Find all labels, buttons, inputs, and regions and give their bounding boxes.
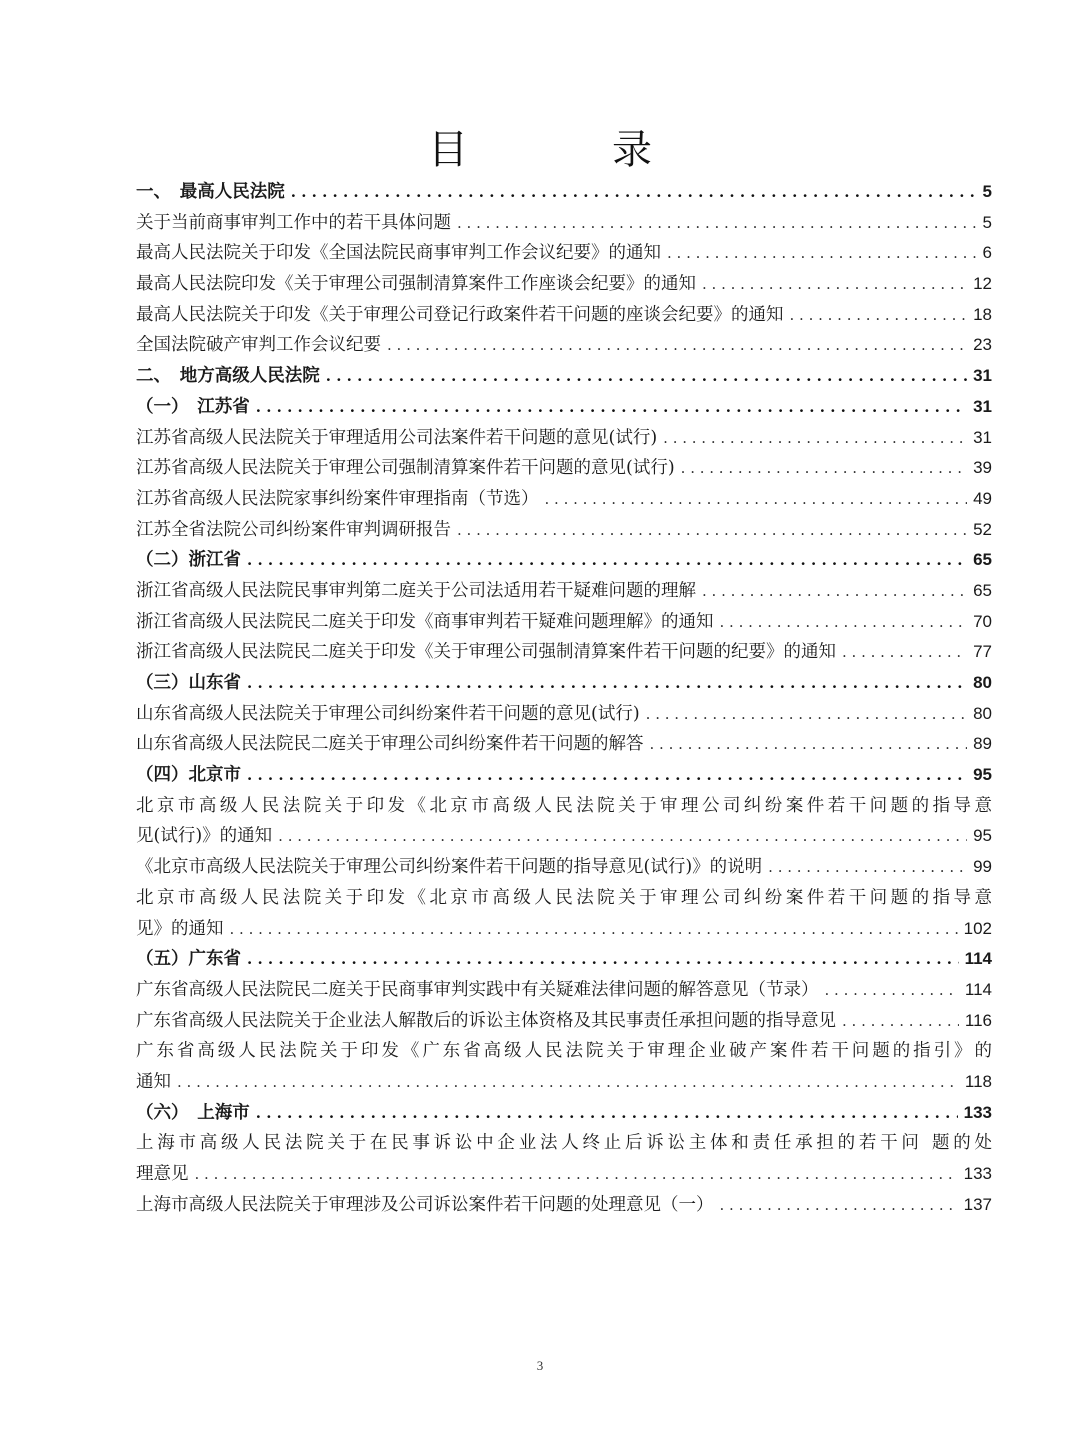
toc-section-heading[interactable] — [136, 760, 992, 791]
toc-entry[interactable] — [136, 1006, 992, 1037]
toc-entry-label: （三）山东省 — [136, 673, 241, 693]
toc-entry-label: 江苏省高级人民法院家事纠纷案件审理指南（节选） — [136, 488, 539, 509]
toc-entry-page: 80 — [973, 673, 992, 692]
toc-entry-page: 116 — [964, 1010, 992, 1030]
toc-entry[interactable] — [136, 1190, 992, 1221]
toc-entry-label: 广东省高级人民法院民二庭关于民商事审判实践中有关疑难法律问题的解答意见（节录） — [136, 979, 819, 1000]
toc-entry-page: 95 — [973, 826, 992, 846]
toc-entry-page: 23 — [973, 335, 992, 355]
toc-entry-page: 65 — [973, 550, 992, 570]
toc-entry-label: 上海市高级人民法院关于审理涉及公司诉讼案件若干问题的处理意见（一） — [136, 1194, 714, 1215]
toc-leader-dots — [247, 545, 967, 576]
toc-entry-continuation[interactable] — [136, 914, 992, 945]
toc-entry-page: 5 — [982, 212, 992, 232]
toc-entry[interactable] — [136, 791, 992, 822]
toc-entry[interactable] — [136, 1036, 992, 1067]
toc-entry[interactable] — [136, 699, 992, 730]
toc-leader-dots — [247, 668, 967, 699]
toc-entry-label: 关于当前商事审判工作中的若干具体问题 — [136, 212, 451, 233]
toc-entry-label: 江苏省高级人民法院关于审理公司强制清算案件若干问题的意见(试行) — [136, 458, 675, 479]
toc-leader-dots — [702, 269, 967, 300]
toc-entry-page: 31 — [973, 396, 992, 416]
toc-entry-page: 114 — [964, 979, 992, 999]
toc-leader-dots — [326, 361, 967, 392]
toc-entry-label: （四）北京市 — [136, 765, 241, 786]
toc-entry[interactable] — [136, 729, 992, 760]
toc-entry-label: 浙江省高级人民法院民事审判第二庭关于公司法适用若干疑难问题的理解 — [136, 580, 696, 601]
toc-entry-label: 最高人民法院印发《关于审理公司强制清算案件工作座谈会纪要》的通知 — [136, 274, 696, 295]
toc-leader-dots — [247, 944, 959, 975]
toc-entry-page: 133 — [963, 1164, 992, 1183]
toc-leader-dots — [842, 1006, 959, 1037]
toc-entry[interactable] — [136, 238, 992, 269]
toc-section-heading[interactable] — [136, 1098, 992, 1129]
toc-entry-page: 39 — [973, 458, 992, 478]
toc-leader-dots — [650, 729, 968, 760]
toc-entry-label: 一、 最高人民法院 — [136, 182, 285, 202]
toc-entry[interactable] — [136, 515, 992, 546]
toc-leader-dots — [702, 576, 967, 607]
toc-entry-page: 5 — [982, 182, 992, 201]
toc-entry-page: 99 — [973, 857, 992, 877]
toc-entry-label: 北京市高级人民法院关于印发《北京市高级人民法院关于审理公司纠纷案件若干问题的指导意 — [136, 887, 992, 908]
toc-leader-dots — [457, 515, 967, 546]
toc-entry-label: 浙江省高级人民法院民二庭关于印发《商事审判若干疑难问题理解》的通知 — [136, 611, 714, 632]
toc-entry-label: 北京市高级人民法院关于印发《北京市高级人民法院关于审理公司纠纷案件若干问题的指导意 — [136, 795, 992, 816]
toc-entry[interactable] — [136, 453, 992, 484]
toc-section-heading[interactable] — [136, 177, 992, 208]
toc-entry-label: 最高人民法院关于印发《全国法院民商事审判工作会议纪要》的通知 — [136, 243, 661, 264]
toc-entry-page: 31 — [973, 427, 992, 447]
toc-entry-page: 137 — [963, 1194, 992, 1214]
toc-entry-label: （二）浙江省 — [136, 550, 241, 571]
toc-entry-page: 77 — [973, 642, 992, 662]
toc-entry-label-continuation: 见(试行)》的通知 — [136, 826, 273, 847]
toc-entry-label: 广东省高级人民法院关于企业法人解散后的诉讼主体资格及其民事责任承担问题的指导意见 — [136, 1010, 836, 1031]
toc-entry-page: 95 — [973, 765, 992, 785]
toc-entry-page: 12 — [973, 274, 992, 294]
toc-section-heading[interactable] — [136, 392, 992, 423]
toc-entry[interactable] — [136, 637, 992, 668]
toc-entry[interactable] — [136, 1128, 992, 1159]
toc-entry[interactable] — [136, 975, 992, 1006]
toc-leader-dots — [256, 392, 967, 423]
toc-section-heading[interactable] — [136, 361, 992, 392]
toc-entry-page: 6 — [982, 243, 992, 263]
toc-leader-dots — [768, 852, 967, 883]
toc-entry-label-continuation: 见》的通知 — [136, 918, 224, 939]
toc-leader-dots — [230, 914, 958, 945]
toc-entry-label: 上海市高级人民法院关于在民事诉讼中企业法人终止后诉讼主体和责任承担的若干问 题的处 — [136, 1133, 992, 1154]
toc-section-heading[interactable] — [136, 545, 992, 576]
toc-leader-dots — [663, 423, 967, 454]
toc-entry-page: 18 — [973, 304, 992, 324]
toc-leader-dots — [720, 1190, 958, 1221]
toc-leader-dots — [387, 330, 967, 361]
toc-entry[interactable] — [136, 484, 992, 515]
toc-entry-label: 山东省高级人民法院关于审理公司纠纷案件若干问题的意见(试行) — [136, 703, 640, 724]
toc-leader-dots — [681, 453, 967, 484]
toc-leader-dots — [545, 484, 968, 515]
toc-section-heading[interactable] — [136, 944, 992, 975]
toc-entry[interactable] — [136, 208, 992, 239]
toc-leader-dots — [256, 1098, 958, 1129]
page-number: 3 — [536, 1358, 544, 1373]
toc-leader-dots — [457, 208, 977, 239]
toc-entry-label: 江苏省高级人民法院关于审理适用公司法案件若干问题的意见(试行) — [136, 427, 658, 448]
toc-entry-label: 《北京市高级人民法院关于审理公司纠纷案件若干问题的指导意见(试行)》的说明 — [136, 857, 763, 878]
toc-leader-dots — [790, 300, 968, 331]
toc-entry-page: 52 — [973, 519, 992, 539]
toc-entry[interactable] — [136, 852, 992, 883]
toc-leader-dots — [646, 699, 967, 730]
toc-entry-label: 全国法院破产审判工作会议纪要 — [136, 335, 381, 356]
toc-entry-label: （五）广东省 — [136, 949, 241, 970]
toc-entry-page: 102 — [963, 918, 992, 938]
toc-entry-label: （一） 江苏省 — [136, 396, 250, 417]
toc-entry[interactable] — [136, 607, 992, 638]
toc-entry[interactable] — [136, 269, 992, 300]
toc-entry-label: 浙江省高级人民法院民二庭关于印发《关于审理公司强制清算案件若干问题的纪要》的通知 — [136, 642, 836, 663]
toc-entry-label: 广东省高级人民法院关于印发《广东省高级人民法院关于审理企业破产案件若干问题的指引》的 — [136, 1041, 992, 1062]
toc-leader-dots — [291, 177, 977, 208]
toc-entry-label-continuation: 通知 — [136, 1071, 171, 1092]
toc-entry-continuation[interactable] — [136, 821, 992, 852]
toc-entry[interactable] — [136, 883, 992, 914]
toc-entry-continuation[interactable] — [136, 1159, 992, 1190]
toc-leader-dots — [195, 1159, 958, 1190]
toc-entry-page: 80 — [973, 703, 992, 723]
toc-entry-page: 31 — [973, 366, 992, 386]
toc-leader-dots — [667, 238, 977, 269]
toc-entry-label: 最高人民法院关于印发《关于审理公司登记行政案件若干问题的座谈会纪要》的通知 — [136, 304, 784, 325]
toc-entry-page: 49 — [973, 488, 992, 508]
toc-entry-label: 山东省高级人民法院民二庭关于审理公司纠纷案件若干问题的解答 — [136, 734, 644, 755]
toc-entry-page: 118 — [964, 1071, 992, 1091]
toc-entry[interactable] — [136, 576, 992, 607]
toc-leader-dots — [247, 760, 967, 791]
toc-leader-dots — [825, 975, 959, 1006]
toc-entry-label: （六） 上海市 — [136, 1102, 250, 1123]
toc-leader-dots — [177, 1067, 959, 1098]
toc-entry-page: 133 — [963, 1102, 992, 1122]
toc-leader-dots — [720, 607, 968, 638]
toc-entry[interactable] — [136, 300, 992, 331]
toc-entry-page: 65 — [973, 580, 992, 600]
toc-entry-page: 70 — [973, 611, 992, 631]
table-of-contents — [136, 177, 992, 1220]
toc-entry-continuation[interactable] — [136, 1067, 992, 1098]
toc-entry-label: 江苏全省法院公司纠纷案件审判调研报告 — [136, 519, 451, 540]
toc-entry-page: 89 — [973, 734, 992, 754]
toc-entry-page: 114 — [964, 949, 992, 969]
toc-entry-label: 二、 地方高级人民法院 — [136, 366, 320, 387]
toc-entry[interactable] — [136, 330, 992, 361]
page-title: 目 录 — [428, 127, 704, 173]
toc-entry[interactable] — [136, 423, 992, 454]
toc-section-heading[interactable] — [136, 668, 992, 699]
toc-leader-dots — [278, 821, 967, 852]
toc-leader-dots — [842, 637, 967, 668]
toc-entry-label-continuation: 理意见 — [136, 1164, 189, 1184]
